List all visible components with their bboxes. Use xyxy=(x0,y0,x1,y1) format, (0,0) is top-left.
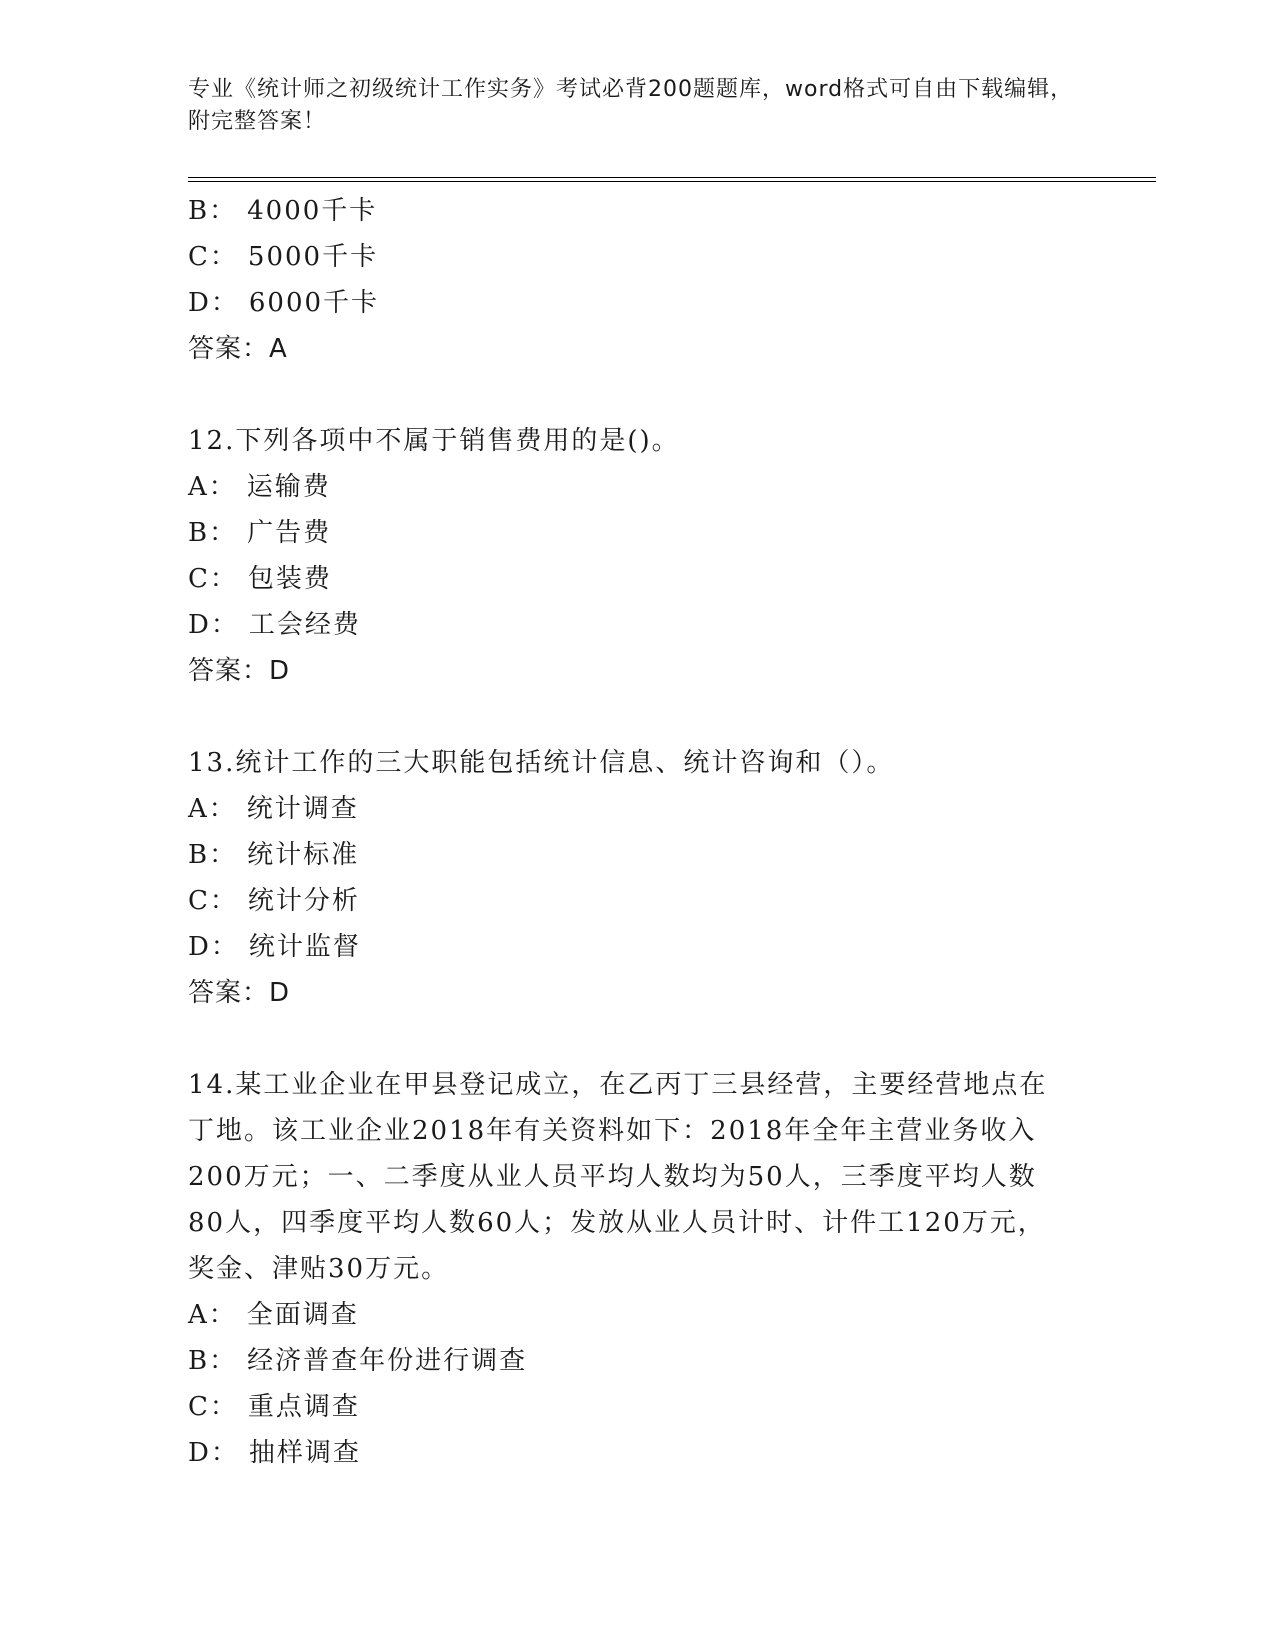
header-divider-bottom xyxy=(188,181,1156,182)
question-stem: 12.下列各项中不属于销售费用的是()。 xyxy=(188,426,680,456)
option-a: A： 全面调查 xyxy=(188,1300,359,1330)
option-c: C： 重点调查 xyxy=(188,1392,360,1422)
option-b: B： 经济普查年份进行调查 xyxy=(188,1346,528,1376)
answer-line: 答案：D xyxy=(188,656,291,686)
option-c: C： 统计分析 xyxy=(188,886,360,916)
prev-question-block xyxy=(188,188,1088,372)
header-divider-top xyxy=(188,177,1156,178)
option-b: B： 统计标准 xyxy=(188,840,360,870)
document-header xyxy=(188,74,1088,138)
option-b: B： 4000千卡 xyxy=(188,196,378,226)
document-body xyxy=(188,188,1088,1476)
answer-line: 答案：A xyxy=(188,334,288,364)
option-c: C： 5000千卡 xyxy=(188,242,379,272)
option-b: B： 广告费 xyxy=(188,518,332,548)
option-d: D： 统计监督 xyxy=(188,932,361,962)
option-a: A： 运输费 xyxy=(188,472,331,502)
option-c: C： 包装费 xyxy=(188,564,332,594)
question-stem: 14.某工业企业在甲县登记成立，在乙丙丁三县经营，主要经营地点在丁地。该工业企业2018年有关资料如下：2018年全年主营业务收入200万元；一、二季度从业人员平均人数均为50人，三季度平均人数80人，四季度平均人数60人；发放从业人员计时、计件工120万元，奖金、津贴30万元。 xyxy=(188,1070,1048,1284)
option-d: D： 6000千卡 xyxy=(188,288,380,318)
option-d: D： 工会经费 xyxy=(188,610,361,640)
header-title: 专业《统计师之初级统计工作实务》考试必背200题题库，word格式可自由下载编辑，附完整答案！ xyxy=(188,77,1074,134)
option-a: A： 统计调查 xyxy=(188,794,359,824)
answer-line: 答案：D xyxy=(188,978,291,1008)
question-14 xyxy=(188,1062,1088,1476)
question-13 xyxy=(188,740,1088,1016)
option-d: D： 抽样调查 xyxy=(188,1438,361,1468)
question-stem: 13.统计工作的三大职能包括统计信息、统计咨询和（）。 xyxy=(188,748,895,778)
question-12 xyxy=(188,418,1088,694)
